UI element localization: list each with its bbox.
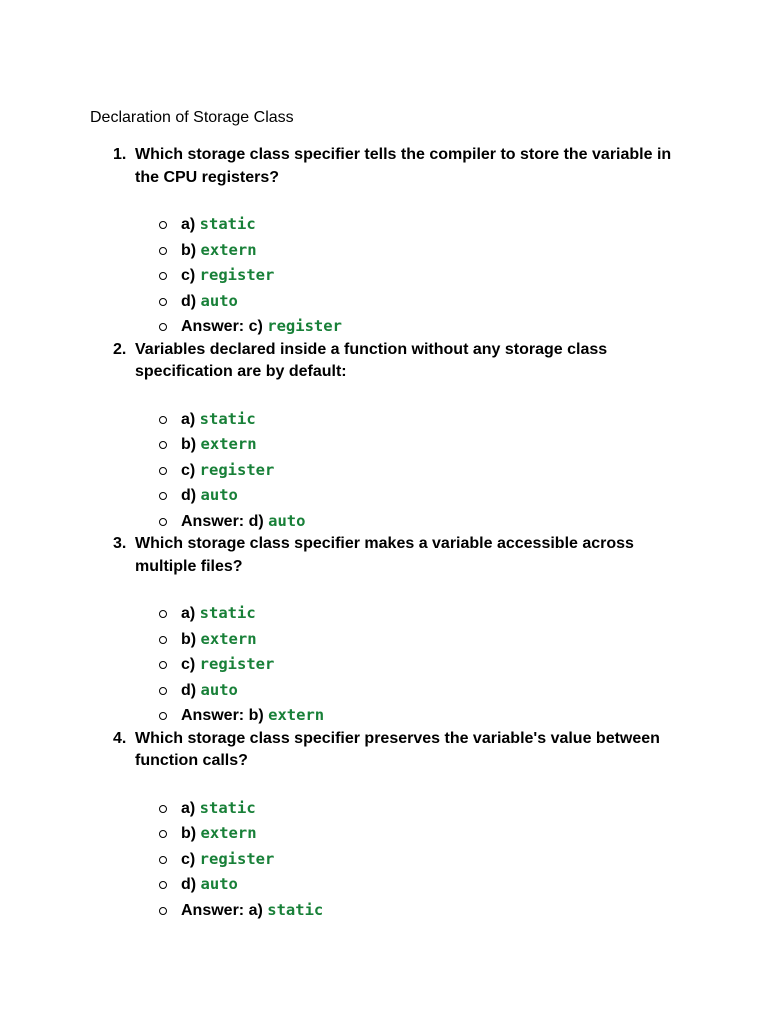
option-label: b) — [181, 825, 201, 843]
option-label: b) — [181, 241, 201, 259]
option-code: auto — [200, 680, 238, 699]
option-code: static — [199, 798, 256, 817]
option-code: extern — [200, 435, 257, 454]
option-label: a) — [181, 410, 200, 428]
answer-code: extern — [268, 706, 325, 725]
option-item — [0, 289, 768, 315]
option-item — [0, 238, 768, 264]
option-label: c) — [181, 267, 200, 285]
hollow-circle-bullet-icon — [159, 907, 167, 915]
option-list — [0, 407, 768, 535]
option-item — [0, 796, 768, 822]
option-code: auto — [200, 875, 238, 894]
question-item — [0, 144, 768, 339]
hollow-circle-bullet-icon — [159, 467, 167, 475]
option-item — [0, 601, 768, 627]
question-text: Which storage class specifier tells the compiler to store the variable in the CPU registers? — [135, 146, 672, 186]
hollow-circle-bullet-icon — [159, 661, 167, 669]
option-list — [0, 796, 768, 924]
option-item — [0, 263, 768, 289]
hollow-circle-bullet-icon — [159, 518, 167, 526]
option-item — [0, 212, 768, 238]
hollow-circle-bullet-icon — [159, 416, 167, 424]
answer-label: Answer: b) — [181, 707, 269, 725]
question-number: 1. — [113, 146, 127, 163]
hollow-circle-bullet-icon — [159, 272, 167, 280]
answer-item — [0, 509, 768, 535]
hollow-circle-bullet-icon — [159, 441, 167, 449]
hollow-circle-bullet-icon — [159, 805, 167, 813]
option-code: static — [199, 409, 256, 428]
hollow-circle-bullet-icon — [159, 712, 167, 720]
question-number: 3. — [113, 535, 127, 552]
option-code: auto — [200, 291, 238, 310]
option-list — [0, 601, 768, 729]
answer-code: static — [267, 900, 324, 919]
option-code: register — [199, 849, 275, 868]
option-code: register — [199, 655, 275, 674]
option-item — [0, 627, 768, 653]
option-label: d) — [181, 876, 201, 894]
hollow-circle-bullet-icon — [159, 856, 167, 864]
option-label: d) — [181, 292, 201, 310]
option-code: extern — [200, 240, 257, 259]
hollow-circle-bullet-icon — [159, 221, 167, 229]
option-label: a) — [181, 799, 200, 817]
option-code: register — [199, 460, 275, 479]
option-item — [0, 432, 768, 458]
option-label: a) — [181, 216, 200, 233]
option-item — [0, 458, 768, 484]
hollow-circle-bullet-icon — [159, 492, 167, 500]
hollow-circle-bullet-icon — [159, 247, 167, 255]
question-number: 2. — [113, 340, 127, 358]
question-item — [0, 533, 768, 728]
option-item — [0, 483, 768, 509]
document-title: Declaration of Storage Class — [90, 109, 294, 126]
option-code: static — [199, 215, 256, 233]
answer-item — [0, 703, 768, 729]
question-item — [0, 728, 768, 923]
option-code: extern — [200, 824, 257, 843]
hollow-circle-bullet-icon — [159, 881, 167, 889]
option-item — [0, 652, 768, 678]
option-label: d) — [181, 681, 201, 699]
question-list — [0, 144, 768, 922]
option-label: c) — [181, 656, 200, 674]
option-item — [0, 678, 768, 704]
option-label: b) — [181, 630, 201, 648]
answer-code: auto — [268, 511, 306, 530]
hollow-circle-bullet-icon — [159, 610, 167, 618]
option-label: a) — [181, 605, 200, 622]
option-code: auto — [200, 486, 238, 505]
hollow-circle-bullet-icon — [159, 830, 167, 838]
question-number: 4. — [113, 729, 127, 747]
answer-item — [0, 898, 768, 924]
option-label: c) — [181, 461, 200, 479]
hollow-circle-bullet-icon — [159, 687, 167, 695]
answer-label: Answer: c) — [181, 318, 268, 336]
question-text: Variables declared inside a function without any storage class specification are by default: — [135, 340, 608, 380]
option-item — [0, 407, 768, 433]
question-text: Which storage class specifier makes a variable accessible across multiple files? — [135, 535, 634, 575]
option-code: extern — [200, 629, 257, 648]
option-label: b) — [181, 436, 201, 454]
option-label: d) — [181, 487, 201, 505]
option-item — [0, 821, 768, 847]
hollow-circle-bullet-icon — [159, 636, 167, 644]
option-item — [0, 872, 768, 898]
answer-label: Answer: a) — [181, 901, 268, 919]
answer-label: Answer: d) — [181, 512, 269, 530]
hollow-circle-bullet-icon — [159, 298, 167, 306]
option-item — [0, 847, 768, 873]
question-item — [0, 339, 768, 534]
option-list — [0, 212, 768, 340]
option-code: static — [199, 604, 256, 622]
option-code: register — [199, 266, 275, 285]
answer-code: register — [267, 317, 342, 336]
hollow-circle-bullet-icon — [159, 323, 167, 331]
answer-item — [0, 314, 768, 340]
question-text: Which storage class specifier preserves the variable's value between function calls? — [135, 729, 660, 769]
option-label: c) — [181, 850, 200, 868]
